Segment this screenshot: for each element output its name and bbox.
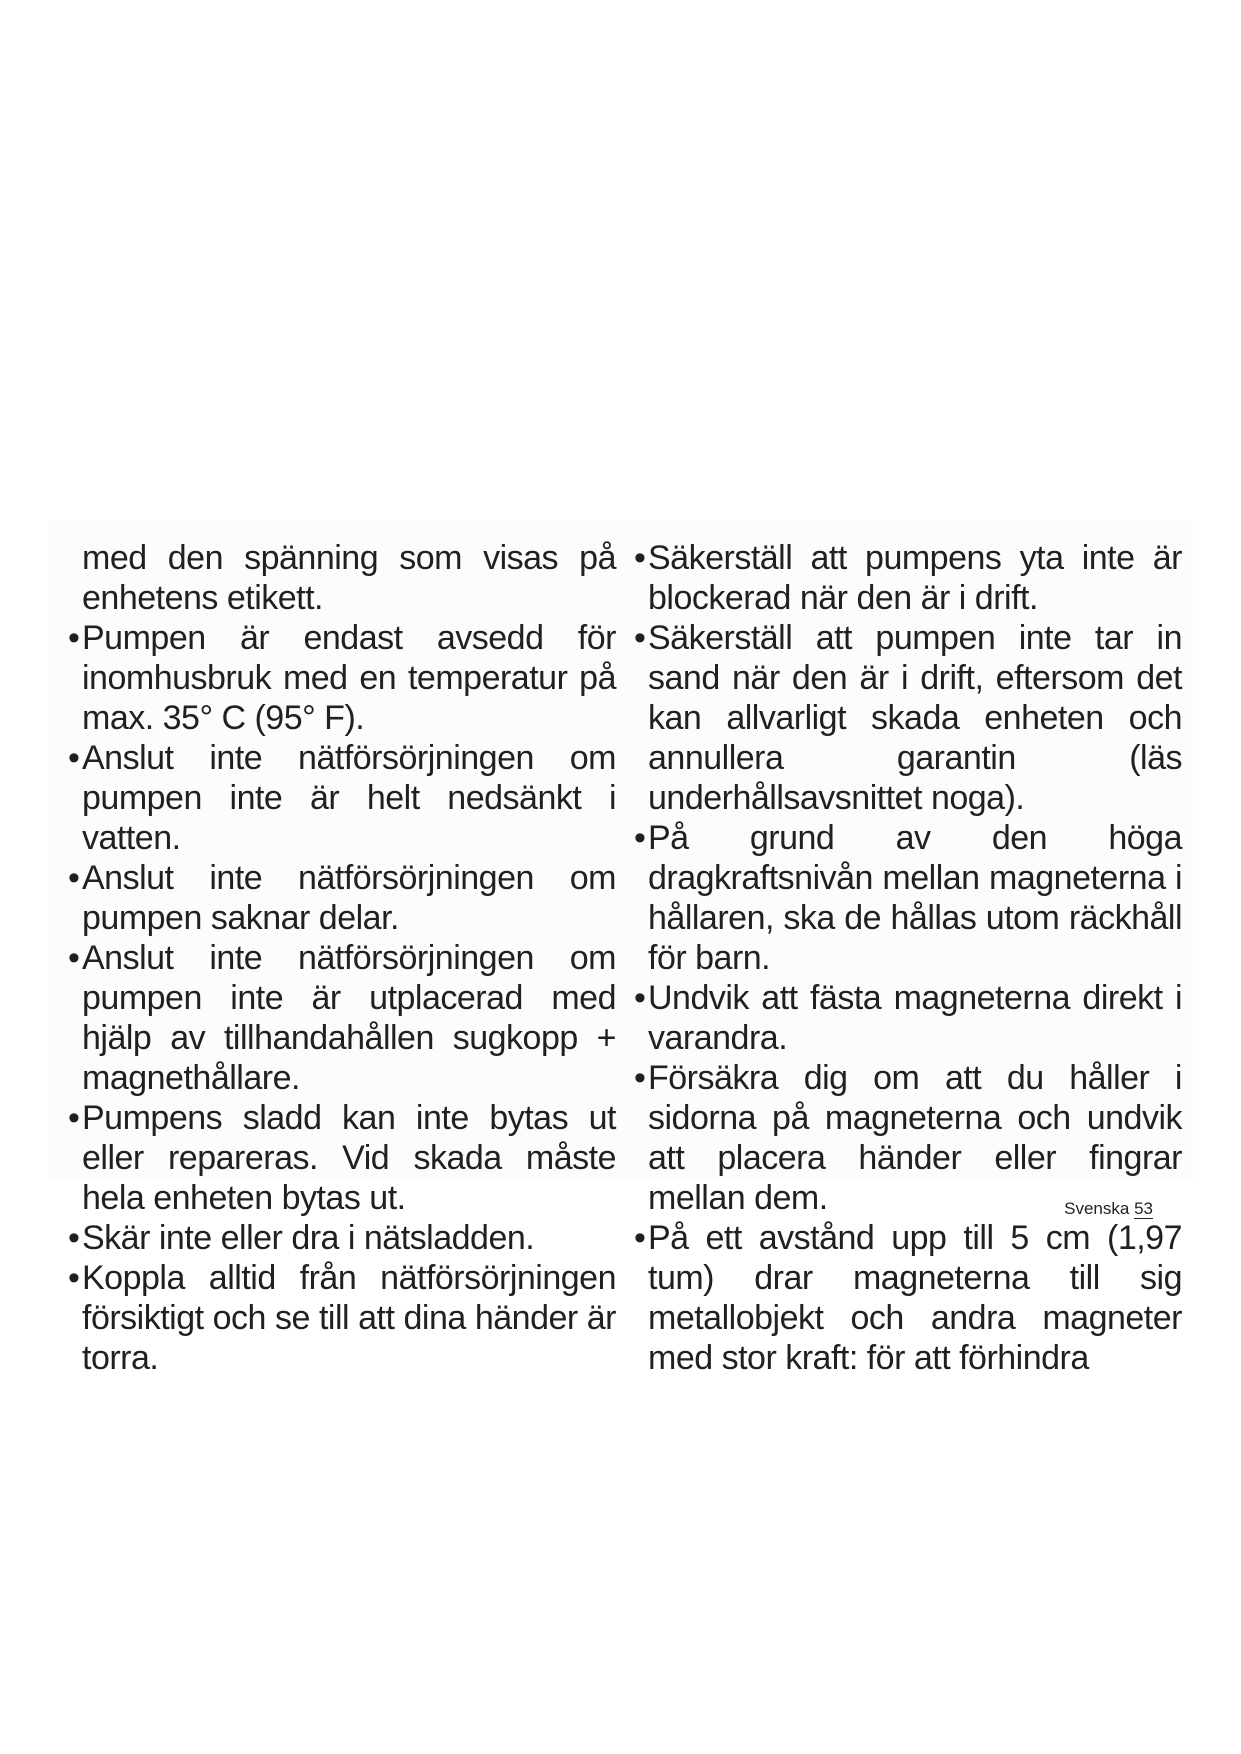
list-item-text: med den spänning som visas på enhetens etikett.	[82, 539, 616, 617]
list-item-text: Säkerställ att pumpens yta inte är blockerad när den är i drift.	[648, 539, 1182, 617]
bullet-marker: •	[634, 539, 646, 577]
right-text-column	[634, 538, 1182, 1378]
list-item	[68, 938, 616, 1098]
list-item-text: På grund av den höga dragkraftsnivån mellan magneterna i hållaren, ska de hållas utom räckhåll för barn.	[648, 819, 1182, 977]
list-item	[634, 818, 1182, 978]
bullet-marker: •	[634, 619, 646, 657]
list-item	[634, 538, 1182, 618]
bullet-marker: •	[68, 939, 80, 977]
list-item	[634, 618, 1182, 818]
list-item	[68, 538, 616, 618]
bullet-marker: •	[68, 1219, 80, 1257]
list-item	[68, 1098, 616, 1218]
list-item-text: Anslut inte nätförsörjningen om pumpen inte är utplacerad med hjälp av tillhandahållen sugkopp + magnethållare.	[82, 939, 616, 1097]
bullet-marker: •	[634, 1059, 646, 1097]
list-item-text: Undvik att fästa magneterna direkt i varandra.	[648, 979, 1182, 1057]
list-item-text: Pumpens sladd kan inte bytas ut eller repareras. Vid skada måste hela enheten bytas ut.	[82, 1099, 616, 1217]
list-item-text: På ett avstånd upp till 5 cm (1,97 tum) drar magneterna till sig metallobjekt och andra magneter med stor kraft: för att förhindra	[648, 1219, 1182, 1377]
bullet-marker: •	[68, 859, 80, 897]
list-item	[634, 1218, 1182, 1378]
bullet-marker: •	[68, 1259, 80, 1297]
list-item	[634, 1058, 1182, 1218]
list-item-text: Skär inte eller dra i nätsladden.	[82, 1219, 535, 1257]
page-number: 53	[1134, 1199, 1153, 1218]
list-item	[68, 738, 616, 858]
list-item	[68, 1218, 616, 1258]
list-item-text: Säkerställ att pumpen inte tar in sand när den är i drift, eftersom det kan allvarligt skada enheten och annullera garantin (läs underhållsavsnittet noga).	[648, 619, 1182, 817]
bullet-marker: •	[68, 619, 80, 657]
list-item-text: Försäkra dig om att du håller i sidorna på magneterna och undvik att placera händer eller fingrar mellan dem.	[648, 1059, 1182, 1217]
page-footer	[1064, 1198, 1153, 1220]
bullet-marker: •	[68, 1099, 80, 1137]
list-item-text: Anslut inte nätförsörjningen om pumpen inte är helt nedsänkt i vatten.	[82, 739, 616, 857]
bullet-marker: •	[634, 819, 646, 857]
list-item-text: Anslut inte nätförsörjningen om pumpen saknar delar.	[82, 859, 616, 937]
list-item-text: Pumpen är endast avsedd för inomhusbruk med en temperatur på max. 35° C (95° F).	[82, 619, 616, 737]
list-item-text: Koppla alltid från nätförsörjningen försiktigt och se till att dina händer är torra.	[82, 1259, 616, 1377]
bullet-marker: •	[634, 1219, 646, 1257]
list-item	[634, 978, 1182, 1058]
bullet-marker: •	[634, 979, 646, 1017]
list-item	[68, 858, 616, 938]
list-item	[68, 618, 616, 738]
footer-language-label: Svenska	[1064, 1199, 1130, 1218]
list-item	[68, 1258, 616, 1378]
bullet-marker: •	[68, 739, 80, 777]
left-text-column	[68, 538, 616, 1378]
